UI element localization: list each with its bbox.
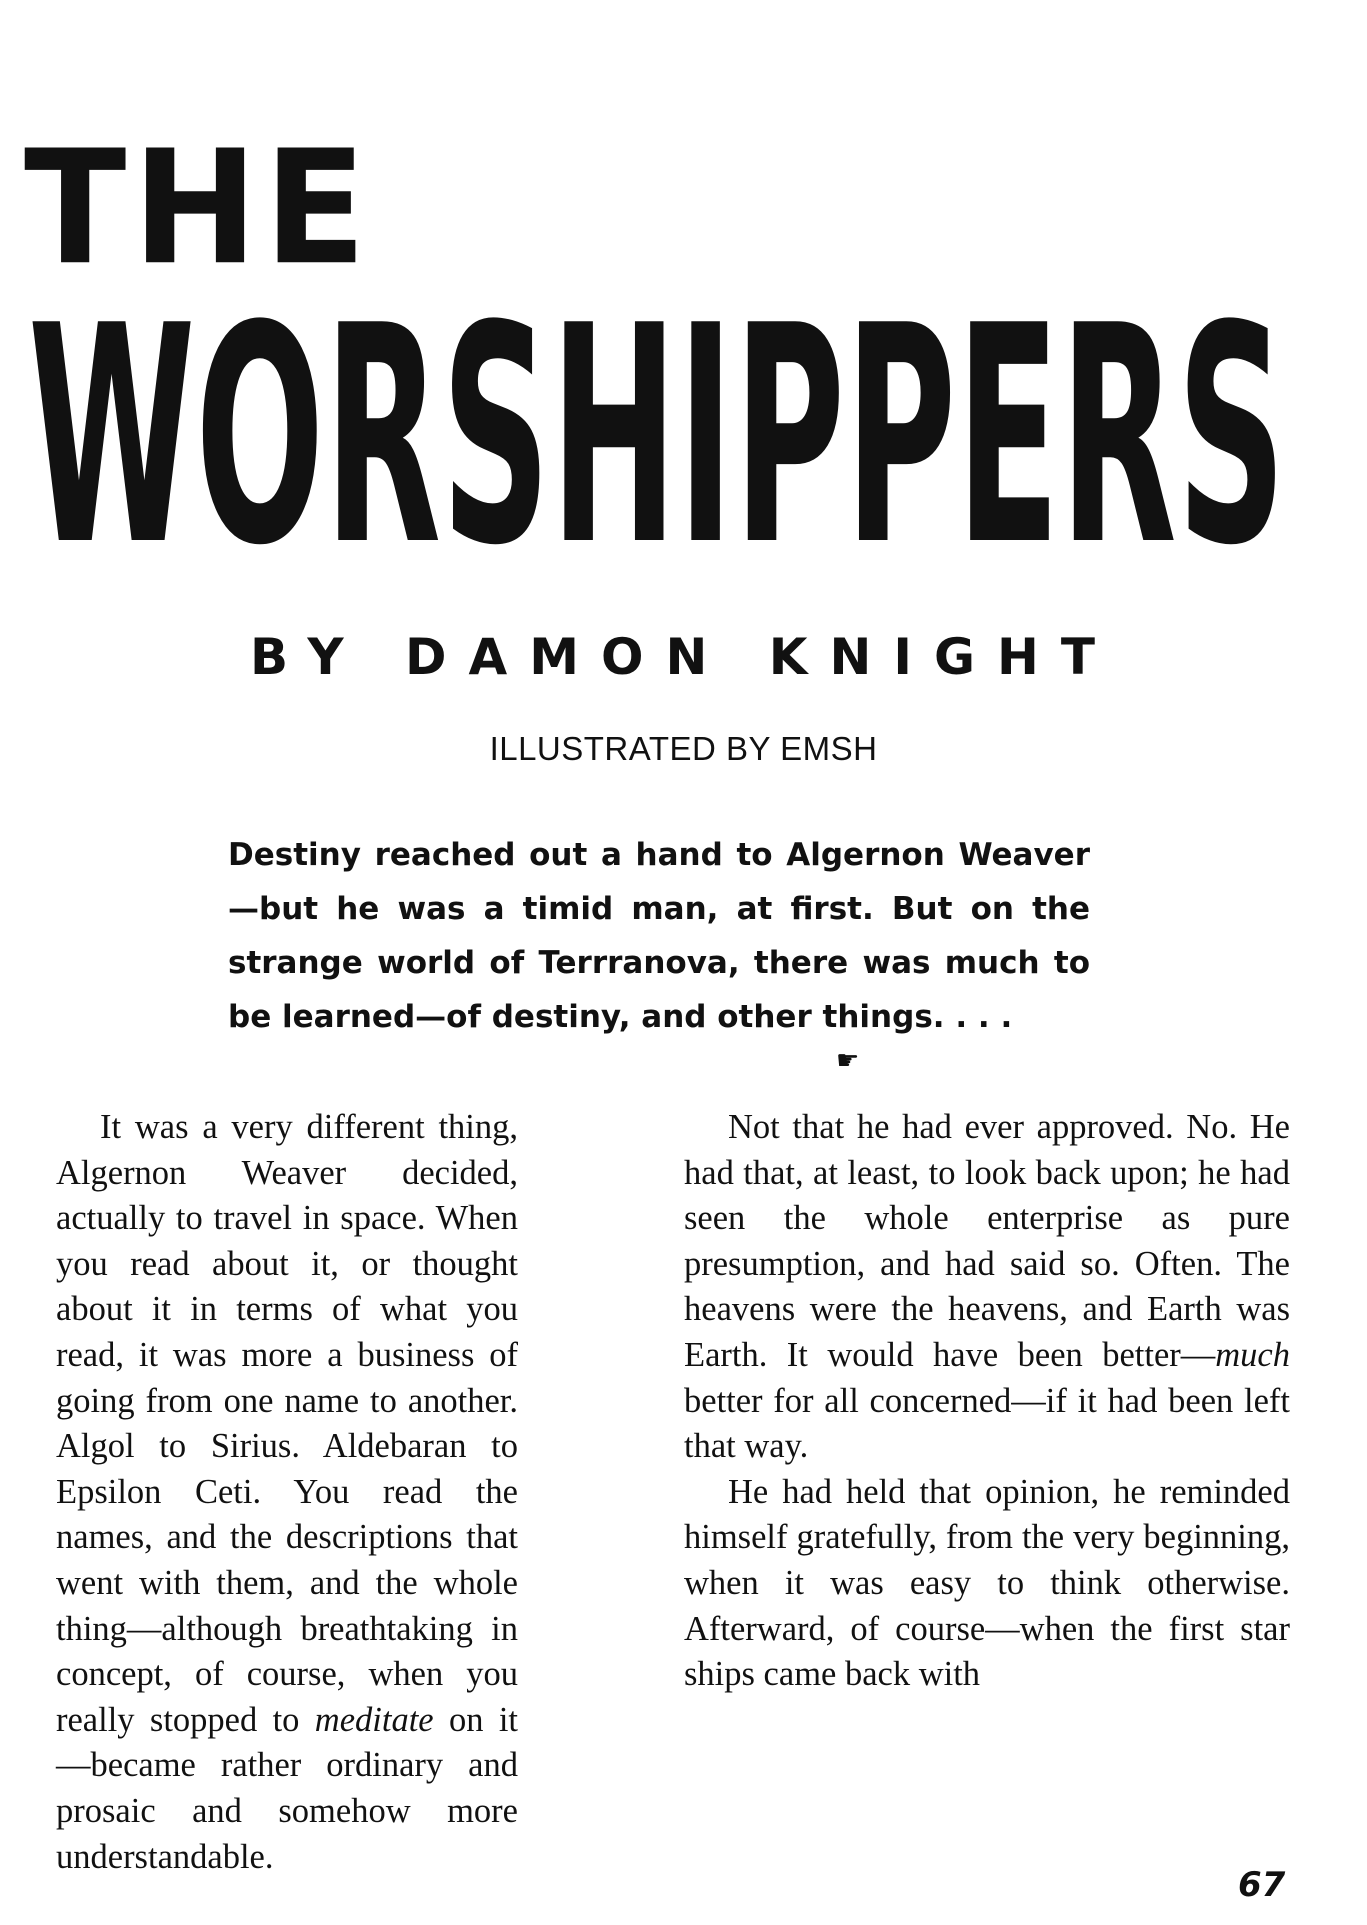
title-line-worshippers — [28, 262, 1288, 611]
paragraph: Not that he had ever approved. No. He had that, at least, to look back upon; he had seen the whole enterprise as pure presumption, and had said so. Often. The heavens were the heavens, and Earth was Earth. It would have been better—much better for all concerned—if it had been left that way. — [684, 1108, 1290, 1466]
title-line-the: THE — [24, 117, 373, 301]
emphasis-word: meditate — [314, 1700, 434, 1739]
paragraph: He had held that opinion, he reminded himself gratefully, from the very beginning, when it was easy to think otherwise. Afterward, of course—when the first star ships came back with — [684, 1472, 1290, 1694]
emphasis-word: much — [1215, 1335, 1290, 1374]
left-column — [56, 1105, 518, 1880]
pointing-hand-icon: ☛ — [836, 1046, 860, 1076]
paragraph: It was a very different thing, Algernon Weaver decided, actually to travel in space. When you read about it, or thought about it in terms of what you read, it was more a business of going from one name to another. Algol to Sirius. Aldebaran to Epsilon Ceti. You read the names, and the descriptions that went with them, and the whole thing—although breathtaking in concept, of course, when you really stopped to meditate on it—became rather ordinary and prosaic and somehow more understandable. — [56, 1108, 518, 1876]
right-column — [684, 1105, 1290, 1698]
illustrator-credit: ILLUSTRATED BY EMSH — [489, 730, 878, 767]
title-worshippers-text: WORSHIPPERS — [28, 262, 1287, 611]
page-number: 67 — [1238, 1865, 1286, 1905]
byline: BY DAMON KNIGHT — [250, 628, 1117, 686]
story-blurb: Destiny reached out a hand to Algernon Weaver —but he was a timid man, at first. But on the strange world of Terrranova, there was much to be learned—of destiny, and other things. . . . — [228, 837, 1090, 1035]
